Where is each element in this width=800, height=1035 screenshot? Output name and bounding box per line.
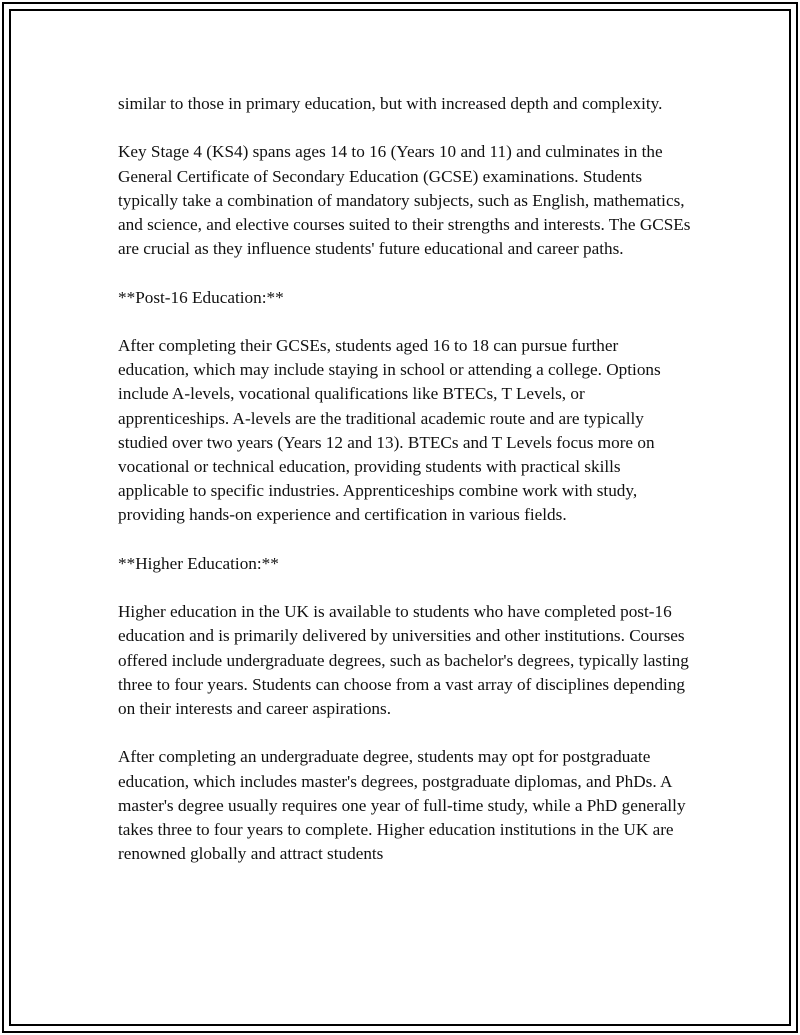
heading-post-16-education: **Post-16 Education:**: [118, 287, 284, 307]
heading-higher-education: **Higher Education:**: [118, 553, 279, 573]
paragraph-continuation: similar to those in primary education, but with increased depth and complexity.: [118, 94, 663, 113]
paragraph-higher-education: Higher education in the UK is available to students who have completed post-16 education and is primarily delivered by universities and other institutions. Courses offered include undergraduate degrees, such as bachelor's degrees, typically lasting three to four years. Students can choose from a vast array of disciplines depending on their interests and career aspirations.: [118, 602, 689, 718]
paragraph-key-stage-4: Key Stage 4 (KS4) spans ages 14 to 16 (Years 10 and 11) and culminates in the General Certificate of Secondary Education (GCSE) examinations. Students typically take a combination of mandatory subjects, such as English, mathematics, and science, and elective courses suited to their strengths and interests. The GCSEs are crucial as they influence students' future educational and career paths.: [118, 142, 691, 259]
paragraph-postgraduate: After completing an undergraduate degree, students may opt for postgraduate education, which includes master's degrees, postgraduate diplomas, and PhDs. A master's degree usually requires one year of full-time study, while a PhD generally takes three to four years to complete. Higher education institutions in the UK are renowned globally and attract students: [118, 747, 686, 864]
document-body: [118, 92, 693, 891]
paragraph-post-16: After completing their GCSEs, students aged 16 to 18 can pursue further education, which may include staying in school or attending a college. Options include A-levels, vocational qualifications like BTECs, T Levels, or apprenticeships. A-levels are the traditional academic route and are typically studied over two years (Years 12 and 13). BTECs and T Levels focus more on vocational or technical education, providing students with practical skills applicable to specific industries. Apprenticeships combine work with study, providing hands-on experience and certification in various fields.: [118, 335, 661, 525]
